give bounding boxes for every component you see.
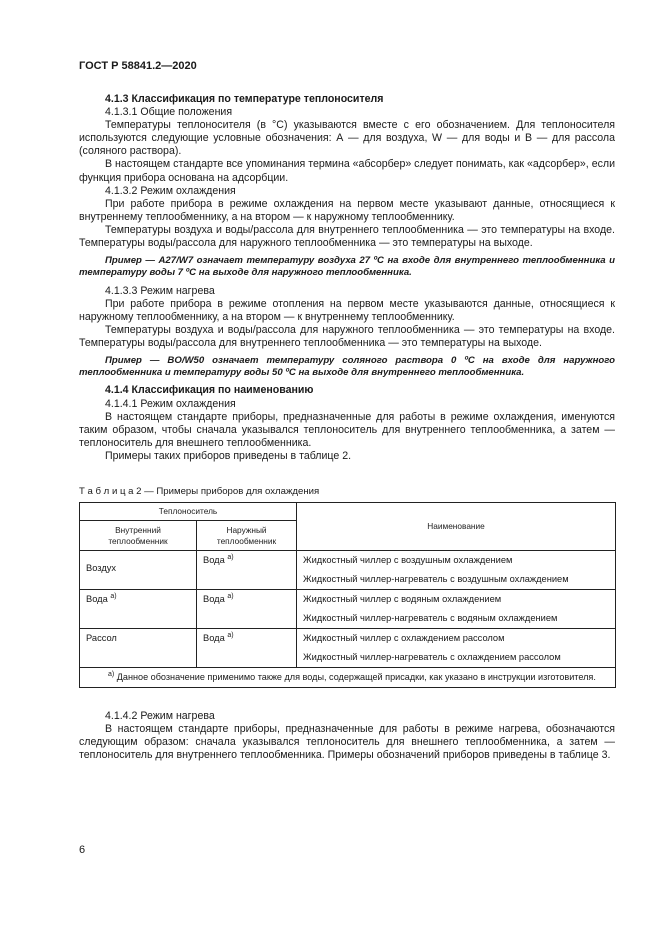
header-outer-exchanger: Наружный теплообменник [197,521,297,551]
paragraph: При работе прибора в режиме охлаждения на первом месте указывают данные, относящиеся к внутреннему теплообменнику, а на втором — к наружному теплообменнику. [79,197,615,223]
subheading-4-1-3-1: 4.1.3.1 Общие положения [105,106,233,119]
footnote-mark: а) [227,553,234,561]
paragraph: Температуры воздуха и воды/рассола для внутреннего теплообменника — это температуры на входе. Температуры воды/рассола для наружного теплообменника — это температуры на выходе. [79,223,615,250]
subheading-4-1-3-2: 4.1.3.2 Режим охлаждения [105,184,236,197]
cell-inner: Воздух [80,551,197,590]
table-caption: Т а б л и ц а 2 — Примеры приборов для охлаждения [79,486,320,497]
footnote-mark: а) [108,670,115,678]
paragraph: Температуры теплоносителя (в °С) указываются вместе с его обозначением. Для теплоносителя используются следующие условные обозначения: А — для воздуха, W — для воды и B — для рассола (соляного раствора). [79,119,615,158]
header-inner-exchanger: Внутренний теплообменник [80,521,197,551]
heading-4-1-3: 4.1.3 Классификация по температуре теплоносителя [105,93,384,105]
paragraph: В настоящем стандарте приборы, предназначенные для работы в режиме охлаждения, именуются таким образом, чтобы сначала указывался теплоноситель для внутреннего теплообменника, а затем — теплоноситель для внешнего теплообменника. [79,410,615,449]
subheading-4-1-3-3: 4.1.3.3 Режим нагрева [105,284,215,297]
cell-names: Жидкостный чиллер с воздушным охлаждением Жидкостный чиллер-нагреватель с воздушным охлаждением [297,551,616,590]
example-2: Пример — BO/W50 означает температуру соляного раствора 0 ºС на входе для наружного теплообменника и температуру воды 50 ºС на выходе для внутреннего теплообменника. [79,355,615,379]
header-coolant: Теплоноситель [80,503,297,521]
paragraph: В настоящем стандарте все упоминания термина «абсорбер» следует понимать, как «адсорбер», если функция прибора основана на адсорбции. [79,158,615,184]
paragraph: При работе прибора в режиме отопления на первом месте указываются данные, относящиеся к наружному теплообменнику, а на втором — к внутреннему теплообменнику. [79,297,615,323]
cell-outer: Вода $^{а)}$ [197,551,297,590]
cell-outer: Вода $^{а)}$ [197,590,297,629]
table-row [80,551,616,590]
header-name: Наименование [297,503,616,551]
table-2 [79,502,616,688]
table-footnote-row [80,668,616,688]
footnote-mark: а) [227,631,234,639]
cell-names: Жидкостный чиллер с охлаждением рассолом Жидкостный чиллер-нагреватель с охлаждением рассолом [297,629,616,668]
cell-inner: Рассол [80,629,197,668]
section-4-1-4-2 [79,710,615,762]
cell-outer: Вода $^{а)}$ [197,629,297,668]
table-footnote: $^{а)}$ Данное обозначение применимо также для воды, содержащей присадки, как указано в инструкции изготовителя. [80,668,616,688]
main-text [79,93,615,463]
footnote-mark: а) [110,592,117,600]
subheading-4-1-4-1: 4.1.4.1 Режим охлаждения [105,397,236,410]
cell-names: Жидкостный чиллер с водяным охлаждением Жидкостный чиллер-нагреватель с водяным охлаждением [297,590,616,629]
example-1: Пример — A27/W7 означает температуру воздуха 27 ºС на входе для внутреннего теплообменника и температуру воды 7 ºС на выходе для наружного теплообменника. [79,255,615,279]
subheading-4-1-4-2: 4.1.4.2 Режим нагрева [105,710,215,722]
page-number: 6 [79,844,86,856]
paragraph: Температуры воздуха и воды/рассола для наружного теплообменника — это температуры на входе. Температуры воды/рассола для внутреннего теплообменника — это температуры на выходе. [79,323,615,349]
footnote-mark: а) [227,592,234,600]
paragraph: В настоящем стандарте приборы, предназначенные для работы в режиме нагрева, обозначаются следующим образом: сначала указывался теплоноситель для внешнего теплообменника, а затем — теплоноситель для внутреннего теплообменника. Примеры обозначений приборов приведены в таблице 3. [79,723,615,762]
document-header: ГОСТ Р 58841.2—2020 [79,60,197,72]
paragraph: Примеры таких приборов приведены в таблице 2. [105,449,352,462]
heading-4-1-4: 4.1.4 Классификация по наименованию [105,384,314,397]
table-row [80,629,616,668]
table-row [80,590,616,629]
cell-inner: Вода $^{а)}$ [80,590,197,629]
